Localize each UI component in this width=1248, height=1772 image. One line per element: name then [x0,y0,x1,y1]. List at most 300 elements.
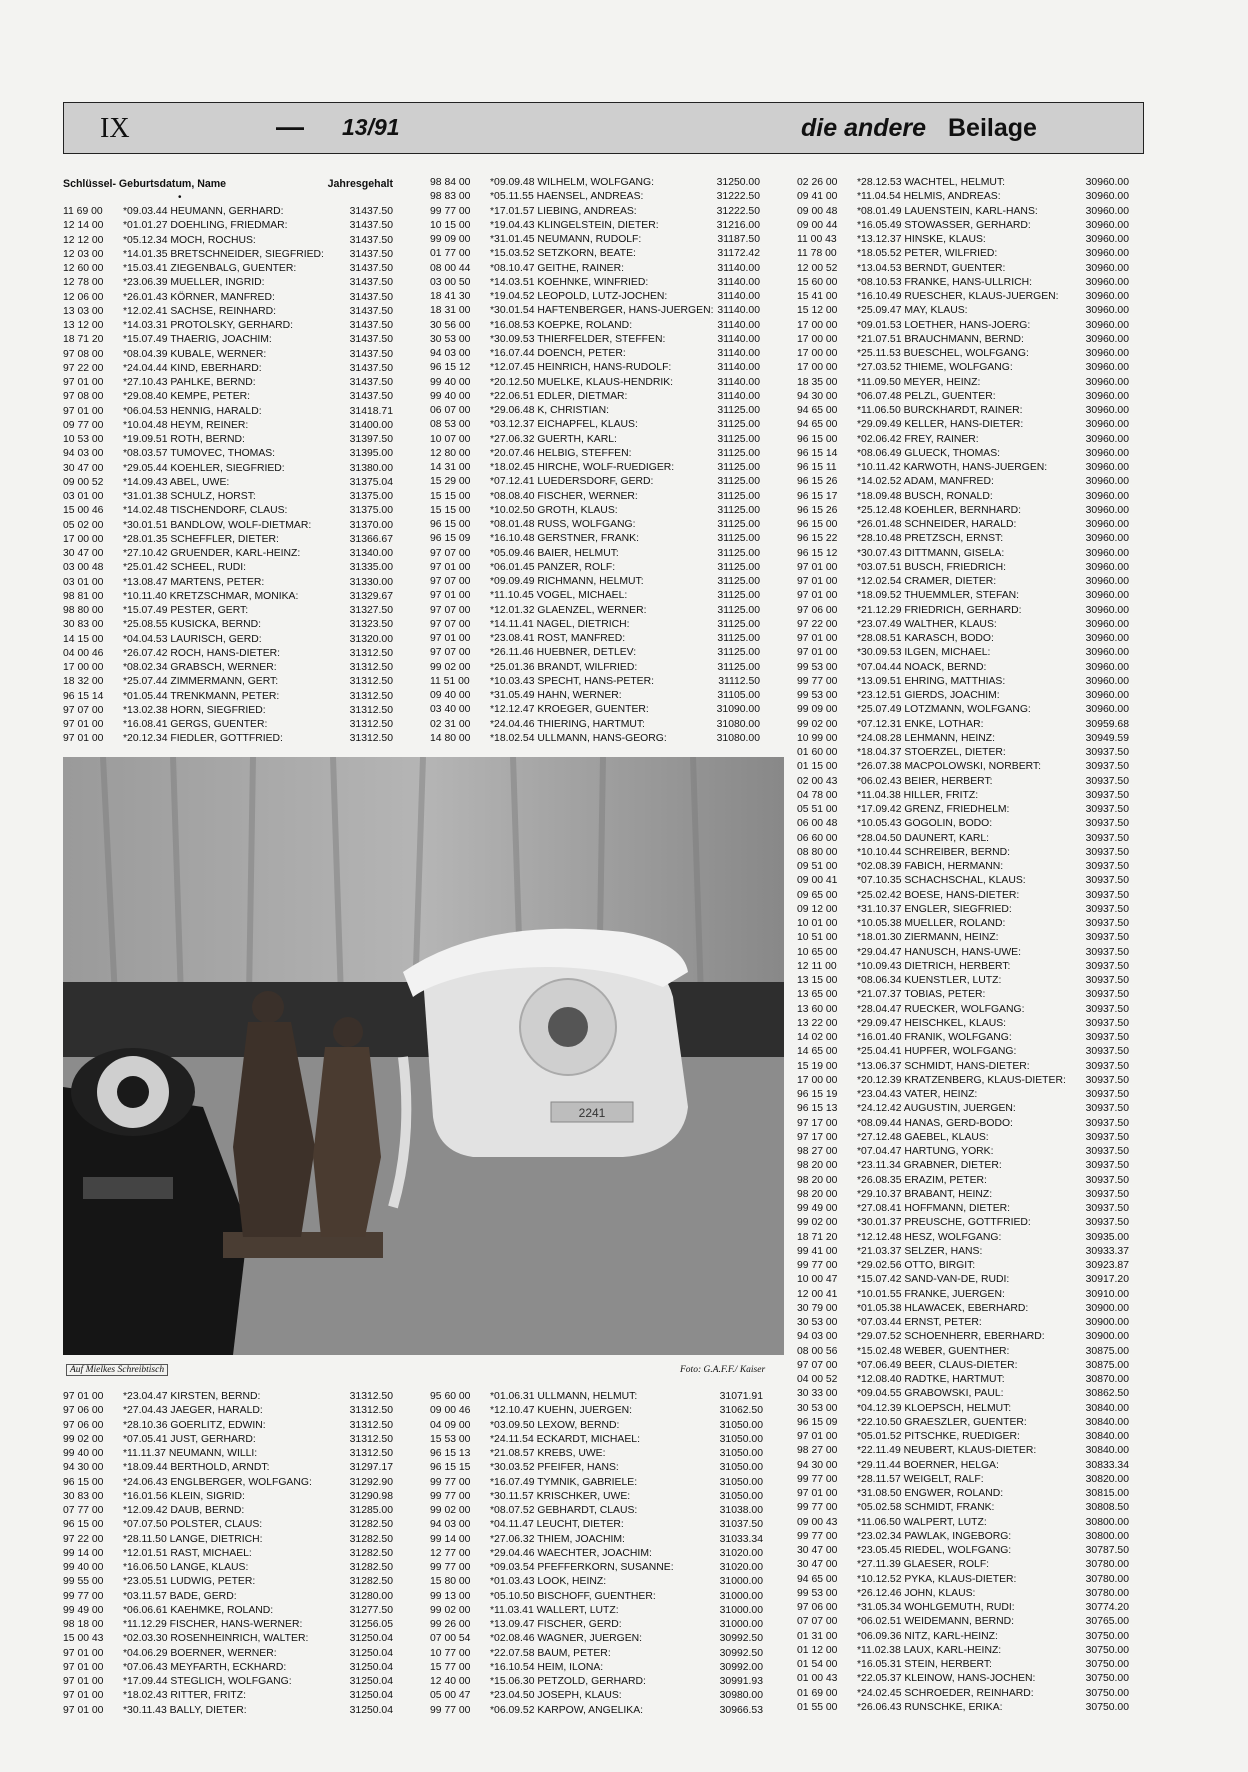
table-row [430,675,760,689]
birthdate-name: *17.09.42 GRENZ, FRIEDHELM: [857,804,1010,815]
annual-salary: 31033.34 [719,1533,763,1545]
birthdate-name: *25.11.53 BUESCHEL, WOLFGANG: [857,348,1029,359]
table-row [430,1561,763,1575]
table-row [797,219,1129,233]
birthdate-name: *02.06.42 FREY, RAINER: [857,433,979,445]
key-code: 99 40 00 [430,376,471,388]
annual-salary: 30960.00 [1085,675,1129,687]
annual-salary: 31125.00 [717,604,760,616]
key-code: 97 22 00 [797,618,838,630]
key-code: 09 40 00 [430,690,471,701]
key-code: 98 80 00 [63,605,104,616]
table-row [797,1216,1129,1230]
table-row [430,1675,763,1689]
annual-salary: 30937.50 [1085,1017,1129,1029]
table-row [797,775,1129,789]
table-row [797,333,1129,347]
annual-salary: 31290.98 [349,1490,393,1502]
annual-salary: 30937.50 [1085,946,1129,958]
key-code: 97 08 00 [63,391,104,403]
key-code: 14 65 00 [797,1046,838,1058]
table-row [797,1558,1129,1572]
table-row [797,1145,1129,1159]
annual-salary: 30960.00 [1085,618,1129,630]
table-row [797,304,1129,318]
annual-salary: 30980.00 [719,1690,763,1702]
table-row [430,689,760,703]
birthdate-name: *01.01.27 DOEHLING, FRIEDMAR: [123,220,288,232]
annual-salary: 30960.00 [1085,248,1129,260]
key-code: 10 65 00 [797,946,838,958]
annual-salary: 31250.04 [349,1676,393,1687]
table-row [797,874,1129,888]
annual-salary: 31312.50 [349,1419,393,1431]
table-row [430,661,760,675]
key-code: 99 40 00 [430,390,471,402]
key-code: 12 60 00 [63,263,104,274]
key-code: 10 07 00 [430,433,471,445]
key-code: 10 00 47 [797,1274,838,1286]
annual-salary: 31312.50 [349,704,393,716]
annual-salary: 31187.50 [717,234,760,245]
birthdate-name: *28.04.50 DAUNERT, KARL: [857,832,990,844]
annual-salary: 30937.50 [1085,1117,1129,1129]
annual-salary: 30774.20 [1085,1602,1129,1613]
birthdate-name: *25.09.47 MAY, KLAUS: [857,305,968,317]
birthdate-name: *12.12.47 KROEGER, GUENTER: [490,704,649,716]
table-row [797,1031,1129,1045]
table-row [797,1473,1129,1487]
annual-salary: 31437.50 [349,320,393,331]
birthdate-name: *30.11.57 KRISCHKER, UWE: [490,1490,631,1502]
key-code: 94 30 00 [797,390,838,402]
birthdate-name: *02.03.30 ROSENHEINRICH, WALTER: [123,1633,309,1645]
table-row [797,1330,1129,1344]
birthdate-name: *17.01.57 LIEBING, ANDREAS: [490,205,637,217]
birthdate-name: *08.08.40 FISCHER, WERNER: [490,490,638,502]
table-row [430,1604,763,1618]
key-code: 17 00 00 [63,662,104,673]
birthdate-name: *16.07.44 DOENCH, PETER: [490,348,626,359]
birthdate-name: *30.01.37 PREUSCHE, GOTTFRIED: [857,1217,1031,1229]
annual-salary: 30960.00 [1085,305,1129,317]
table-row [63,333,393,347]
birthdate-name: *08.03.57 TUMOVEC, THOMAS: [123,448,276,460]
key-code: 97 01 00 [63,1676,104,1687]
birthdate-name: *13.04.53 BERNDT, GUENTER: [857,262,1006,274]
birthdate-name: *12.08.40 RADTKE, HARTMUT: [857,1374,1005,1385]
key-code: 01 77 00 [430,248,471,260]
key-code: 17 00 00 [63,533,104,545]
birthdate-name: *12.01.32 GLAENZEL, WERNER: [490,604,647,616]
table-row [63,348,393,362]
table-row [797,618,1129,632]
annual-salary: 30937.50 [1085,832,1129,844]
annual-salary: 31312.50 [349,1433,393,1445]
birthdate-name: *16.05.31 STEIN, HERBERT: [857,1659,992,1670]
annual-salary: 30960.00 [1085,547,1129,559]
annual-salary: 30959.68 [1085,718,1129,730]
table-row [63,362,393,376]
key-code: 12 80 00 [430,447,471,459]
annual-salary: 30960.00 [1085,604,1129,616]
birthdate-name: *23.05.51 LUDWIG, PETER: [123,1576,256,1588]
table-row [63,1461,393,1475]
annual-salary: 30937.50 [1085,1003,1129,1015]
annual-salary: 30840.00 [1085,1431,1129,1442]
birthdate-name: *01.06.31 ULLMANN, HELMUT: [490,1391,638,1402]
key-code: 97 06 00 [797,1602,838,1613]
birthdate-name: *26.11.46 HUEBNER, DETLEV: [490,647,637,659]
annual-salary: 31090.00 [716,704,760,716]
birthdate-name: *10.09.43 DIETRICH, HERBERT: [857,960,1011,972]
key-code: 99 41 00 [797,1245,838,1257]
annual-salary: 31312.50 [349,662,393,673]
table-row [797,1088,1129,1102]
birthdate-name: *23.06.39 MUELLER, INGRID: [123,277,265,289]
key-code: 94 65 00 [797,405,838,416]
annual-salary: 30875.00 [1085,1345,1129,1357]
annual-salary: 31437.50 [349,263,393,274]
key-code: 09 77 00 [63,419,104,431]
table-row [797,532,1129,546]
table-row [797,504,1129,518]
annual-salary: 30937.50 [1085,846,1129,858]
table-row [797,803,1129,817]
birthdate-name: *27.04.43 JAEGER, HARALD: [123,1405,263,1417]
annual-salary: 30937.50 [1085,960,1129,972]
birthdate-name: *07.04.47 HARTUNG, YORK: [857,1146,994,1157]
table-row [63,390,393,404]
table-row [63,1561,393,1575]
annual-salary: 31340.00 [349,548,393,559]
birthdate-name: *07.05.41 JUST, GERHARD: [123,1433,256,1445]
annual-salary: 30820.00 [1085,1473,1129,1485]
birthdate-name: *25.08.55 KUSICKA, BERND: [123,619,262,631]
key-code: 99 53 00 [797,690,838,701]
key-code: 97 22 00 [63,1533,104,1545]
desk-photo [63,757,784,1355]
table-row [63,1604,393,1618]
annual-salary: 31125.00 [717,661,760,673]
key-code: 05 00 47 [430,1690,471,1702]
table-row [63,476,393,490]
annual-salary: 30937.50 [1085,1188,1129,1200]
table-row [797,1701,1129,1715]
annual-salary: 31380.00 [349,462,393,474]
key-code: 99 77 00 [797,675,838,687]
table-row [797,860,1129,874]
table-row [797,418,1129,432]
birthdate-name: *29.05.44 KOEHLER, SIEGFRIED: [123,462,285,474]
key-code: 99 53 00 [797,661,838,673]
birthdate-name: *08.06.49 GLUECK, THOMAS: [857,447,1001,459]
key-code: 07 07 00 [797,1616,838,1628]
table-row [63,547,393,561]
birthdate-name: *24.11.54 ECKARDT, MICHAEL: [490,1433,640,1445]
annual-salary: 30960.00 [1085,490,1129,502]
table-row [63,1476,393,1490]
key-code: 97 01 00 [797,561,838,573]
key-code: 99 14 00 [430,1533,471,1545]
birthdate-name: *18.09.48 BUSCH, RONALD: [857,490,993,502]
key-code: 94 03 00 [430,348,471,359]
birthdate-name: *07.12.31 ENKE, LOTHAR: [857,718,984,730]
annual-salary: 31366.67 [349,533,393,545]
key-code: 08 00 56 [797,1345,838,1357]
annual-salary: 31050.00 [719,1462,763,1474]
birthdate-name: *31.05.34 WOHLGEMUTH, RUDI: [857,1602,1015,1613]
table-row [63,462,393,476]
key-code: 94 03 00 [63,448,104,460]
birthdate-name: *20.07.46 HELBIG, STEFFEN: [490,447,632,459]
key-code: 15 15 00 [430,504,471,516]
key-code: 99 09 00 [797,704,838,716]
birthdate-name: *09.09.48 WILHELM, WOLFGANG: [490,177,654,188]
key-code: 96 15 22 [797,533,838,545]
annual-salary: 31282.50 [349,1519,393,1531]
table-row [63,234,393,248]
table-row [797,1259,1129,1273]
table-row [63,291,393,305]
key-code: 01 69 00 [797,1687,838,1699]
table-row [430,547,760,561]
key-code: 99 09 00 [430,234,471,245]
table-row [797,718,1129,732]
key-code: 99 77 00 [430,205,471,217]
key-code: 01 60 00 [797,747,838,758]
key-code: 96 15 13 [797,1103,838,1115]
annual-salary: 31312.50 [349,733,393,745]
birthdate-name: *06.04.53 HENNIG, HARALD: [123,405,262,417]
table-row [430,1390,763,1404]
key-code: 98 20 00 [797,1174,838,1186]
annual-salary: 31050.00 [719,1419,763,1431]
key-code: 12 78 00 [63,277,104,289]
annual-salary: 30800.00 [1085,1530,1129,1542]
table-row [797,433,1129,447]
annual-salary: 30960.00 [1085,405,1129,416]
annual-salary: 31250.04 [349,1704,393,1716]
annual-salary: 31125.00 [717,433,760,445]
birthdate-name: *11.11.37 NEUMANN, WILLI: [123,1448,258,1459]
key-code: 96 15 11 [797,462,837,473]
key-code: 03 00 50 [430,276,471,288]
annual-salary: 30937.50 [1085,818,1129,830]
annual-salary: 30937.50 [1085,875,1129,887]
key-code: 97 17 00 [797,1131,838,1143]
annual-salary: 30960.00 [1085,647,1129,659]
annual-salary: 31437.50 [349,234,393,246]
table-row [63,1433,393,1447]
annual-salary: 31080.00 [716,732,760,744]
annual-salary: 30933.37 [1085,1245,1129,1257]
table-row [63,561,393,575]
table-row [63,661,393,675]
birthdate-name: *12.09.42 DAUB, BERND: [123,1505,245,1516]
key-code: 03 00 48 [63,562,104,574]
key-code: 09 12 00 [797,903,838,915]
key-code: 97 01 00 [430,590,471,602]
key-code: 97 01 00 [63,405,104,417]
annual-salary: 31140.00 [717,362,760,374]
key-code: 04 00 52 [797,1374,838,1385]
annual-salary: 30937.50 [1085,747,1129,758]
key-code: 10 15 00 [430,219,471,231]
key-code: 30 47 00 [63,462,104,474]
key-code: 12 14 00 [63,220,104,232]
table-row [63,1447,393,1461]
table-row [430,589,760,603]
birthdate-name: *16.10.48 GERSTNER, FRANK: [490,533,639,545]
table-row [63,604,393,618]
annual-salary: 30992.00 [719,1661,763,1673]
table-row [63,1647,393,1661]
key-code: 13 22 00 [797,1017,838,1029]
annual-salary: 30937.50 [1085,1174,1129,1186]
annual-salary: 31140.00 [717,348,760,359]
table-row [430,575,760,589]
table-row [797,1045,1129,1059]
annual-salary: 31000.00 [719,1590,763,1602]
annual-salary: 30949.59 [1085,732,1129,744]
table-row [797,1587,1129,1601]
table-row [797,404,1129,418]
annual-salary: 30960.00 [1085,504,1129,516]
birthdate-name: *04.04.53 LAURISCH, GERD: [123,633,262,645]
table-row [797,347,1129,361]
key-code: 94 03 00 [430,1519,471,1531]
annual-salary: 30960.00 [1085,177,1129,188]
annual-salary: 30937.50 [1085,761,1129,773]
table-row [63,704,393,718]
annual-salary: 30937.50 [1085,1131,1129,1143]
birthdate-name: *30.03.52 PFEIFER, HANS: [490,1462,619,1474]
key-code: 97 01 00 [63,1704,104,1716]
header-salary: Jahresgehalt [327,178,393,190]
birthdate-name: *06.06.61 KAEHMKE, ROLAND: [123,1604,274,1616]
annual-salary: 31125.00 [717,633,760,644]
annual-salary: 30937.50 [1085,1032,1129,1043]
table-row [63,675,393,689]
key-code: 97 01 00 [63,377,104,388]
annual-salary: 30960.00 [1085,219,1129,231]
annual-salary: 31329.67 [349,590,393,602]
annual-salary: 31418.71 [349,405,393,417]
annual-salary: 30780.00 [1085,1587,1129,1599]
annual-salary: 31437.50 [349,277,393,289]
key-code: 12 40 00 [430,1676,471,1687]
annual-salary: 30750.00 [1085,1644,1129,1656]
key-code: 99 40 00 [63,1448,104,1459]
birthdate-name: *30.11.43 BALLY, DIETER: [123,1704,247,1716]
page-header [63,102,1144,154]
birthdate-name: *12.02.41 SACHSE, REINHARD: [123,305,277,317]
key-code: 99 02 00 [797,718,838,730]
annual-salary: 31437.50 [349,206,393,217]
annual-salary: 31375.00 [349,491,393,502]
annual-salary: 30960.00 [1085,276,1129,288]
table-row [63,1404,393,1418]
table-row [430,475,760,489]
annual-salary: 30937.50 [1085,1089,1129,1100]
table-row [430,233,760,247]
key-code: 03 01 00 [63,491,104,502]
key-code: 07 77 00 [63,1505,104,1516]
birthdate-name: *10.05.38 MUELLER, ROLAND: [857,918,1006,929]
birthdate-name: *19.04.43 KLINGELSTEIN, DIETER: [490,219,659,231]
key-code: 17 00 00 [797,348,838,359]
birthdate-name: *23.02.34 PAWLAK, INGEBORG: [857,1530,1012,1542]
table-row [63,305,393,319]
table-row [797,1658,1129,1672]
annual-salary: 30937.50 [1085,1103,1129,1115]
table-row [797,1245,1129,1259]
birthdate-name: *02.08.39 FABICH, HERMANN: [857,861,1004,872]
key-code: 99 77 00 [430,1476,471,1488]
table-row [797,960,1129,974]
key-code: 30 47 00 [797,1545,838,1556]
birthdate-name: *16.01.40 FRANIK, WOLFGANG: [857,1032,1012,1043]
table-row [797,1687,1129,1701]
annual-salary: 30910.00 [1085,1288,1129,1300]
table-row [797,190,1129,204]
annual-salary: 30840.00 [1085,1445,1129,1457]
key-code: 03 01 00 [63,576,104,588]
key-code: 98 81 00 [63,590,104,602]
key-code: 97 07 00 [797,1359,838,1371]
table-row [63,1661,393,1675]
table-row [797,1074,1129,1088]
birthdate-name: *16.10.49 RUESCHER, KLAUS-JUERGEN: [857,291,1059,302]
annual-salary: 31375.04 [349,476,393,488]
table-row [63,519,393,533]
key-code: 14 80 00 [430,732,471,744]
annual-salary: 30937.50 [1085,975,1129,986]
table-row [430,618,760,632]
key-code: 15 19 00 [797,1060,838,1072]
annual-salary: 30960.00 [1085,690,1129,701]
birthdate-name: *27.10.43 PAHLKE, BERND: [123,377,256,388]
birthdate-name: *11.03.41 WALLERT, LUTZ: [490,1604,619,1616]
key-code: 99 02 00 [797,1217,838,1229]
table-row [797,1345,1129,1359]
birthdate-name: *14.03.51 KOEHNKE, WINFRIED: [490,276,649,288]
table-row [430,1632,763,1646]
birthdate-name: *03.09.50 LEXOW, BERND: [490,1419,620,1431]
annual-salary: 31000.00 [719,1619,763,1630]
key-code: 15 80 00 [430,1576,471,1588]
birthdate-name: *22.10.50 GRAESZLER, GUENTER: [857,1416,1027,1428]
annual-salary: 30937.50 [1085,789,1129,801]
annual-salary: 31125.00 [717,504,760,516]
key-code: 97 01 00 [63,733,104,745]
birthdate-name: *23.04.43 VATER, HEINZ: [857,1089,978,1100]
annual-salary: 30937.50 [1085,775,1129,787]
key-code: 95 60 00 [430,1391,471,1402]
key-code: 97 07 00 [430,547,471,559]
birthdate-name: *08.01.48 RUSS, WOLFGANG: [490,519,636,530]
birthdate-name: *18.05.52 PETER, WILFRIED: [857,248,998,260]
table-row [63,433,393,447]
key-code: 09 00 48 [797,205,838,217]
birthdate-name: *28.10.36 GOERLITZ, EDWIN: [123,1419,266,1431]
annual-salary: 31437.50 [349,348,393,360]
annual-salary: 30960.00 [1085,234,1129,245]
key-code: 18 32 00 [63,676,104,688]
table-row [63,647,393,661]
birthdate-name: *16.10.54 HEIM, ILONA: [490,1661,604,1673]
